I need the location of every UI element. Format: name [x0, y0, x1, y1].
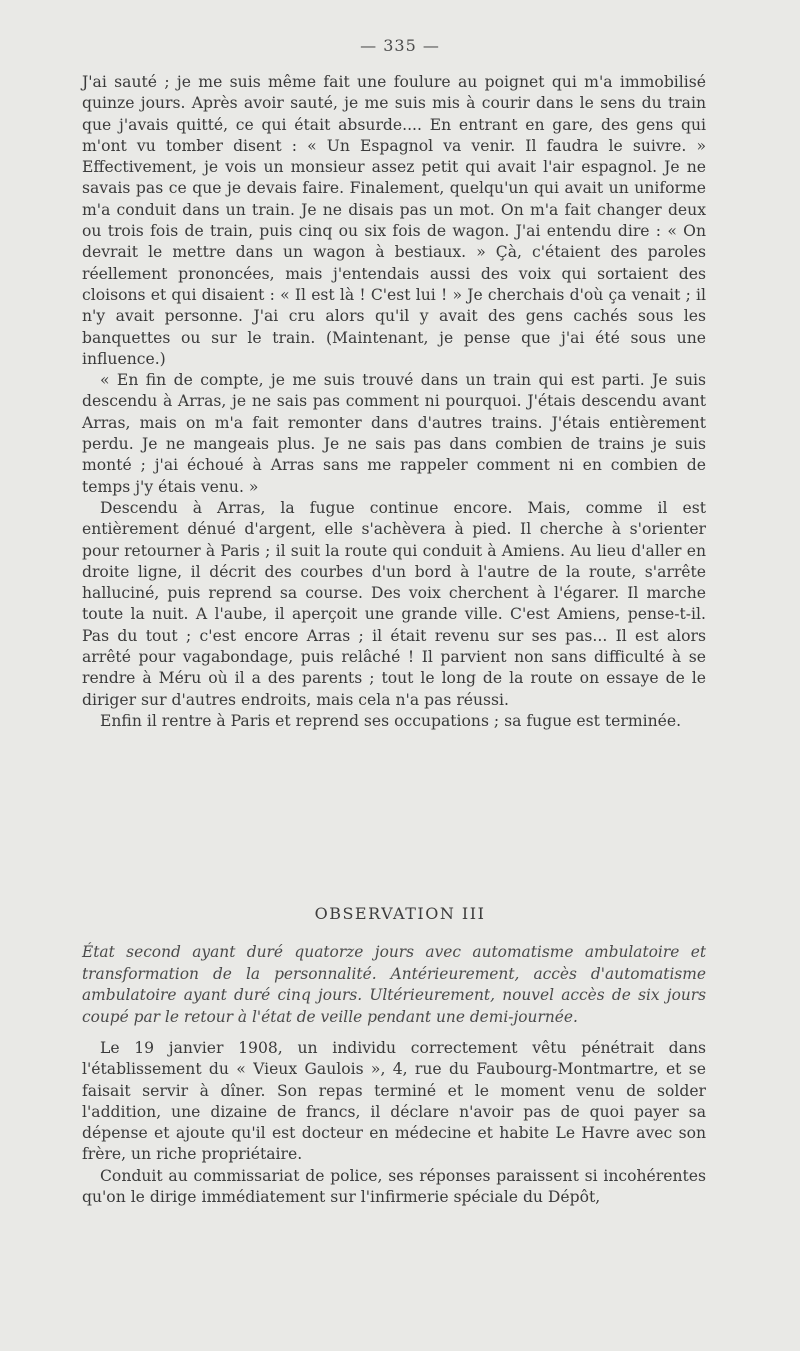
paragraph: Le 19 janvier 1908, un individu correctement vêtu pénétrait dans l'établissement du « Vieux Gaulois », 4, rue du Faubourg-Montmartre, et se faisait servir à dîner. Son repas terminé et le moment venu de solder l'addition, une dizaine de francs, il déclare n'avoir pas de quoi payer sa dépense et ajoute qu'il est docteur en médecine et habite Le Havre avec son frère, un riche propriétaire. [82, 1039, 706, 1164]
observation-summary: État second ayant duré quatorze jours avec automatisme ambulatoire et transformation de la personnalité. Antérieurement, accès d'automatisme ambulatoire ayant duré cinq jours. Ultérieurement, nouvel accès de six jours coupé par le retour à l'état de veille pendant une demi-journée. [82, 943, 706, 1026]
body-text-bottom [82, 1038, 706, 1208]
page-number: — 335 — [360, 36, 440, 55]
paragraph: J'ai sauté ; je me suis même fait une foulure au poignet qui m'a immobilisé quinze jours. Après avoir sauté, je me suis mis à courir dans le sens du train que j'avais quitté, ce qui était absurde.... En entrant en gare, des gens qui m'ont vu tomber disent : « Un Espagnol va venir. Il faudra le suivre. » Effectivement, je vois un monsieur assez petit qui avait l'air espagnol. Je ne savais pas ce que je devais faire. Finalement, quelqu'un qui avait un uniforme m'a conduit dans un train. Je ne disais pas un mot. On m'a fait changer deux ou trois fois de train, puis cinq ou six fois de wagon. J'ai entendu dire : « On devrait le mettre dans un wagon à bestiaux. » Çà, c'étaient des paroles réellement prononcées, mais j'entendais aussi des voix qui sortaient des cloisons et qui disaient : « Il est là ! C'est lui ! » Je cherchais d'où ça venait ; il n'y avait personne. J'ai cru alors qu'il y avait des gens cachés sous les banquettes ou sur le train. (Maintenant, je pense que j'ai été sous une influence.) [82, 73, 706, 368]
paragraph: Conduit au commissariat de police, ses réponses paraissent si incohérentes qu'on le dirige immédiatement sur l'infirmerie spéciale du Dépôt, [82, 1166, 706, 1207]
paragraph: Descendu à Arras, la fugue continue encore. Mais, comme il est entièrement dénué d'argent, elle s'achèvera à pied. Il cherche à s'orienter pour retourner à Paris ; il suit la route qui conduit à Amiens. Au lieu d'aller en droite ligne, il décrit des courbes d'un bord à l'autre de la route, s'arrête halluciné, puis reprend sa course. Des voix cherchent à l'égarer. Il marche toute la nuit. A l'aube, il aperçoit une grande ville. C'est Amiens, pense-t-il. Pas du tout ; c'est encore Arras ; il était revenu sur ses pas... Il est alors arrêté pour vagabondage, puis relâché ! Il parvient non sans difficulté à se rendre à Méru où il a des parents ; tout le long de la route on essaye de le diriger sur d'autres endroits, mais cela n'a pas réussi. [82, 498, 706, 709]
body-text-top [82, 72, 706, 732]
paragraph: Enfin il rentre à Paris et reprend ses occupations ; sa fugue est terminée. [100, 711, 682, 730]
section-heading: OBSERVATION III [314, 904, 486, 923]
paragraph: « En fin de compte, je me suis trouvé dans un train qui est parti. Je suis descendu à Arras, je ne sais pas comment ni pourquoi. J'étais descendu avant Arras, mais on m'a fait remonter dans d'autres trains. J'étais entièrement perdu. Je ne mangeais plus. Je ne sais pas dans combien de trains je suis monté ; j'ai échoué à Arras sans me rappeler comment ni en combien de temps j'y étais venu. » [82, 371, 706, 496]
